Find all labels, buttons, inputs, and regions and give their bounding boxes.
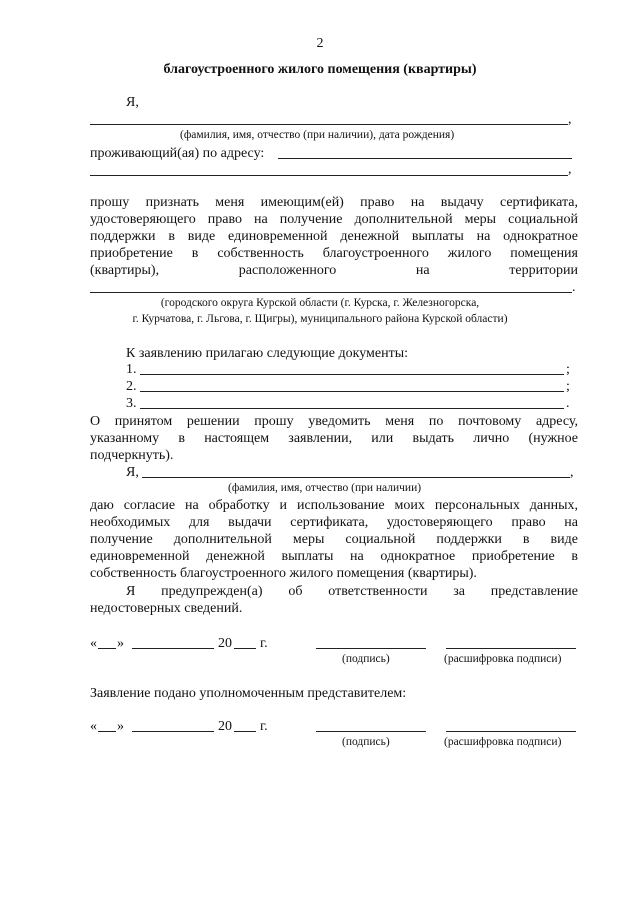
doc-number-1: 1. xyxy=(126,362,137,377)
date-close-quote-1: » xyxy=(117,636,124,651)
signature-decode-field-1[interactable] xyxy=(446,648,576,649)
comma: , xyxy=(570,465,574,480)
notify-line-1: О принятом решении прошу уведомить меня по почтовому адресу, xyxy=(90,414,578,429)
warning-line-2: недостоверных сведений. xyxy=(90,601,243,616)
doc-number-3: 3. xyxy=(126,396,137,411)
notify-line-2: указанному в настоящем заявлении, или выдать лично (нужное xyxy=(90,431,578,446)
address-field-2[interactable] xyxy=(90,175,568,176)
request-line-3: поддержки в виде единовременной денежной выплаты на однократное xyxy=(90,229,578,244)
date-close-quote-2: » xyxy=(117,719,124,734)
page-title: благоустроенного жилого помещения (квартиры) xyxy=(163,62,477,77)
page-number: 2 xyxy=(316,36,324,51)
date-open-quote-1: « xyxy=(90,636,97,651)
doc-end-2: ; xyxy=(566,379,570,394)
date-year-prefix-2: 20 xyxy=(218,719,232,734)
date-year-field-1[interactable] xyxy=(234,648,256,649)
address-label: проживающий(ая) по адресу: xyxy=(90,146,265,161)
signature-field-1[interactable] xyxy=(316,648,426,649)
territory-caption-2: г. Курчатова, г. Льгова, г. Щигры), муниципального района Курской области) xyxy=(132,313,508,325)
address-field-1[interactable] xyxy=(278,158,572,159)
consent-name-caption: (фамилия, имя, отчество (при наличии) xyxy=(228,482,422,494)
doc-end-3: . xyxy=(566,396,570,411)
applicant-prefix: Я, xyxy=(126,95,139,110)
signature-decode-caption-1: (расшифровка подписи) xyxy=(444,653,562,665)
territory-caption-1: (городского округа Курской области (г. Курска, г. Железногорска, xyxy=(160,297,480,309)
request-line-5: (квартиры), расположенного на территории xyxy=(90,263,578,278)
notify-line-3: подчеркнуть). xyxy=(90,448,174,463)
date-month-field-1[interactable] xyxy=(132,648,214,649)
date-year-suffix-1: г. xyxy=(260,636,268,651)
consent-line-1: даю согласие на обработку и использование моих персональных данных, xyxy=(90,498,578,513)
date-year-prefix-1: 20 xyxy=(218,636,232,651)
doc-end-1: ; xyxy=(566,362,570,377)
applicant-name-caption: (фамилия, имя, отчество (при наличии), дата рождения) xyxy=(180,129,455,141)
doc-field-3[interactable] xyxy=(140,408,564,409)
signature-caption-2: (подпись) xyxy=(342,736,390,748)
consent-line-2: необходимых для выдачи сертификата, удостоверяющего право на xyxy=(90,515,578,530)
documents-heading: К заявлению прилагаю следующие документы: xyxy=(126,346,409,361)
request-line-4: приобретение в собственность благоустроенного жилого помещения xyxy=(90,246,578,261)
date-year-suffix-2: г. xyxy=(260,719,268,734)
signature-decode-field-2[interactable] xyxy=(446,731,576,732)
signature-decode-caption-2: (расшифровка подписи) xyxy=(444,736,562,748)
period: . xyxy=(572,280,576,295)
date-open-quote-2: « xyxy=(90,719,97,734)
doc-field-2[interactable] xyxy=(140,391,564,392)
territory-field[interactable] xyxy=(90,292,572,293)
request-line-2: удостоверяющего право на получение дополнительной меры социальной xyxy=(90,212,578,227)
consent-prefix: Я, xyxy=(126,465,139,480)
applicant-name-field[interactable] xyxy=(90,124,568,125)
request-line-1: прошу признать меня имеющим(ей) право на выдачу сертификата, xyxy=(90,195,578,210)
comma: , xyxy=(568,112,572,127)
comma: , xyxy=(568,162,572,177)
date-day-field-1[interactable] xyxy=(98,648,116,649)
consent-name-field[interactable] xyxy=(142,477,570,478)
signature-caption-1: (подпись) xyxy=(342,653,390,665)
consent-line-3: получение дополнительной меры социальной поддержки в виде xyxy=(90,532,578,547)
consent-line-5: собственность благоустроенного жилого помещения (квартиры). xyxy=(90,566,477,581)
doc-field-1[interactable] xyxy=(140,374,564,375)
date-month-field-2[interactable] xyxy=(132,731,214,732)
warning-line-1: Я предупрежден(а) об ответственности за представление xyxy=(126,584,578,599)
date-year-field-2[interactable] xyxy=(234,731,256,732)
signature-field-2[interactable] xyxy=(316,731,426,732)
date-day-field-2[interactable] xyxy=(98,731,116,732)
representative-label: Заявление подано уполномоченным представителем: xyxy=(90,686,407,701)
consent-line-4: единовременной денежной выплаты на однократное приобретение в xyxy=(90,549,578,564)
doc-number-2: 2. xyxy=(126,379,137,394)
